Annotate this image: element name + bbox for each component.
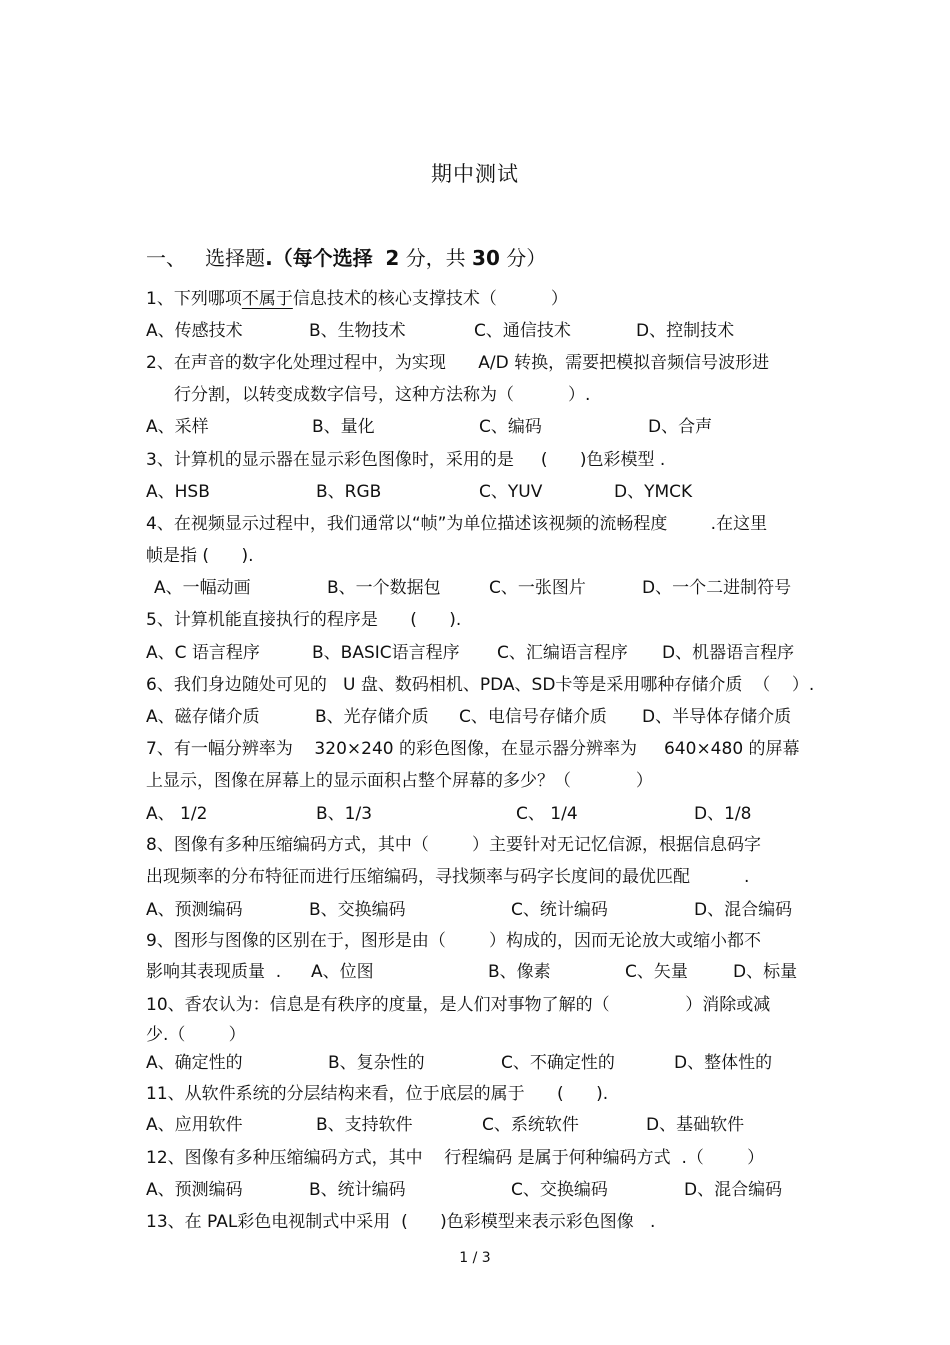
option-c: C、编码: [479, 417, 542, 437]
option-d: D、控制技术: [636, 321, 735, 341]
question-5-line-1: 5、计算机能直接执行的程序是 ( ).: [146, 610, 462, 630]
question-1-post: 信息技术的核心支撑技术（ ）: [292, 289, 568, 309]
question-6-line-1: 6、我们身边随处可见的 U 盘、数码相机、PDA、SD卡等是采用哪种存储介质 （ ）.: [146, 675, 815, 695]
question-6-options: [146, 706, 806, 728]
question-9-line-2: [146, 961, 806, 983]
option-c: C、系统软件: [482, 1115, 579, 1135]
option-a: A、HSB: [146, 482, 210, 502]
question-5-options: [146, 642, 806, 664]
question-4-options: [146, 577, 806, 599]
section-number: 一、: [146, 246, 186, 270]
option-a: A、应用软件: [146, 1115, 243, 1135]
option-d: D、半导体存储介质: [642, 707, 792, 727]
option-d: D、混合编码: [684, 1180, 783, 1200]
option-a: A、磁存储介质: [146, 707, 260, 727]
question-9-text: 影响其表现质量 .: [146, 962, 282, 982]
option-c: C、汇编语言程序: [497, 643, 628, 663]
option-b: B、光存储介质: [315, 707, 429, 727]
option-b: B、1/3: [316, 804, 373, 824]
option-b: B、支持软件: [316, 1115, 413, 1135]
question-12-options: [146, 1179, 806, 1201]
option-a: A、位图: [311, 962, 374, 982]
section-label: 选择题: [205, 246, 266, 270]
question-4-line-1: 4、在视频显示过程中，我们通常以“帧”为单位描述该视频的流畅程度 .在这里: [146, 514, 768, 534]
option-d: D、YMCK: [614, 482, 693, 502]
question-3-line-1: 3、计算机的显示器在显示彩色图像时，采用的是 ( )色彩模型 .: [146, 450, 666, 470]
question-13-line-1: 13、在 PAL彩色电视制式中采用 ( )色彩模型来表示彩色图像 .: [146, 1212, 656, 1232]
question-1: [146, 288, 568, 310]
option-b: B、RGB: [316, 482, 382, 502]
option-d: D、1/8: [694, 804, 752, 824]
option-d: D、一个二进制符号: [642, 578, 792, 598]
option-d: D、整体性的: [674, 1053, 773, 1073]
question-10-options: [146, 1052, 806, 1074]
question-10-line-1: 10、香农认为：信息是有秩序的度量，是人们对事物了解的（ ）消除或减: [146, 995, 771, 1015]
question-8-line-2: 出现频率的分布特征而进行压缩编码，寻找频率与码字长度间的最优匹配 .: [146, 867, 750, 887]
option-b: B、BASIC语言程序: [312, 643, 460, 663]
option-c: C、通信技术: [474, 321, 571, 341]
question-2-options: [146, 416, 806, 438]
question-4-line-2: 帧是指 ( ).: [146, 546, 254, 566]
question-3-options: [146, 481, 806, 503]
question-8-line-1: 8、图像有多种压缩编码方式，其中（ ）主要针对无记忆信源，根据信息码字: [146, 835, 762, 855]
section-info-mid: 分，共: [405, 246, 466, 270]
option-b: B、交换编码: [309, 900, 406, 920]
option-d: D、合声: [648, 417, 713, 437]
question-10-line-2: 少.（ ）: [146, 1025, 246, 1045]
option-b: B、像素: [488, 962, 551, 982]
option-c: C、不确定性的: [501, 1053, 615, 1073]
question-7-options: [146, 803, 806, 825]
question-11-line-1: 11、从软件系统的分层结构来看，位于底层的属于 ( ).: [146, 1084, 609, 1104]
section-points: 2: [385, 246, 400, 270]
question-7-line-2: 上显示，图像在屏幕上的显示面积占整个屏幕的多少？（ ）: [146, 771, 653, 791]
question-2-line-1: 2、在声音的数字化处理过程中，为实现 A/D 转换，需要把模拟音频信号波形进: [146, 353, 770, 373]
section-info-pre: .（每个选择: [265, 246, 373, 270]
option-c: C、电信号存储介质: [459, 707, 607, 727]
option-b: B、生物技术: [309, 321, 406, 341]
question-1-pre: 1、下列哪项: [146, 289, 242, 309]
option-b: B、统计编码: [309, 1180, 406, 1200]
option-b: B、一个数据包: [327, 578, 441, 598]
question-1-options: [146, 320, 806, 342]
option-a: A、C 语言程序: [146, 643, 260, 663]
option-d: D、混合编码: [694, 900, 793, 920]
option-d: D、机器语言程序: [662, 643, 795, 663]
page-title: 期中测试: [431, 162, 519, 186]
option-c: C、一张图片: [489, 578, 586, 598]
option-d: D、标量: [733, 962, 798, 982]
option-a: A、一幅动画: [154, 578, 251, 598]
question-1-underlined: 不属于: [241, 289, 293, 309]
option-b: B、量化: [312, 417, 375, 437]
option-a: A、传感技术: [146, 321, 243, 341]
section-heading: [146, 242, 546, 271]
question-12-line-1: 12、图像有多种压缩编码方式，其中 行程编码 是属于何种编码方式 .（ ）: [146, 1148, 765, 1168]
option-a: A、 1/2: [146, 804, 208, 824]
option-c: C、交换编码: [511, 1180, 608, 1200]
option-a: A、预测编码: [146, 900, 243, 920]
option-a: A、预测编码: [146, 1180, 243, 1200]
option-b: B、复杂性的: [328, 1053, 425, 1073]
question-11-options: [146, 1114, 806, 1136]
page-number: 1 / 3: [459, 1250, 491, 1266]
option-d: D、基础软件: [646, 1115, 745, 1135]
option-c: C、矢量: [625, 962, 688, 982]
option-a: A、采样: [146, 417, 209, 437]
question-9-line-1: 9、图形与图像的区别在于，图形是由（ ）构成的，因而无论放大或缩小都不: [146, 931, 762, 951]
option-c: C、YUV: [479, 482, 543, 502]
option-c: C、统计编码: [511, 900, 608, 920]
option-a: A、确定性的: [146, 1053, 243, 1073]
option-c: C、 1/4: [516, 804, 578, 824]
question-7-line-1: 7、有一幅分辨率为 320×240 的彩色图像，在显示器分辨率为 640×480 的屏幕: [146, 739, 800, 759]
question-8-options: [146, 899, 806, 921]
question-2-line-2: 行分割，以转变成数字信号，这种方法称为（ ）.: [174, 385, 591, 405]
section-info-end: 分）: [506, 246, 547, 270]
section-total: 30: [472, 246, 500, 270]
